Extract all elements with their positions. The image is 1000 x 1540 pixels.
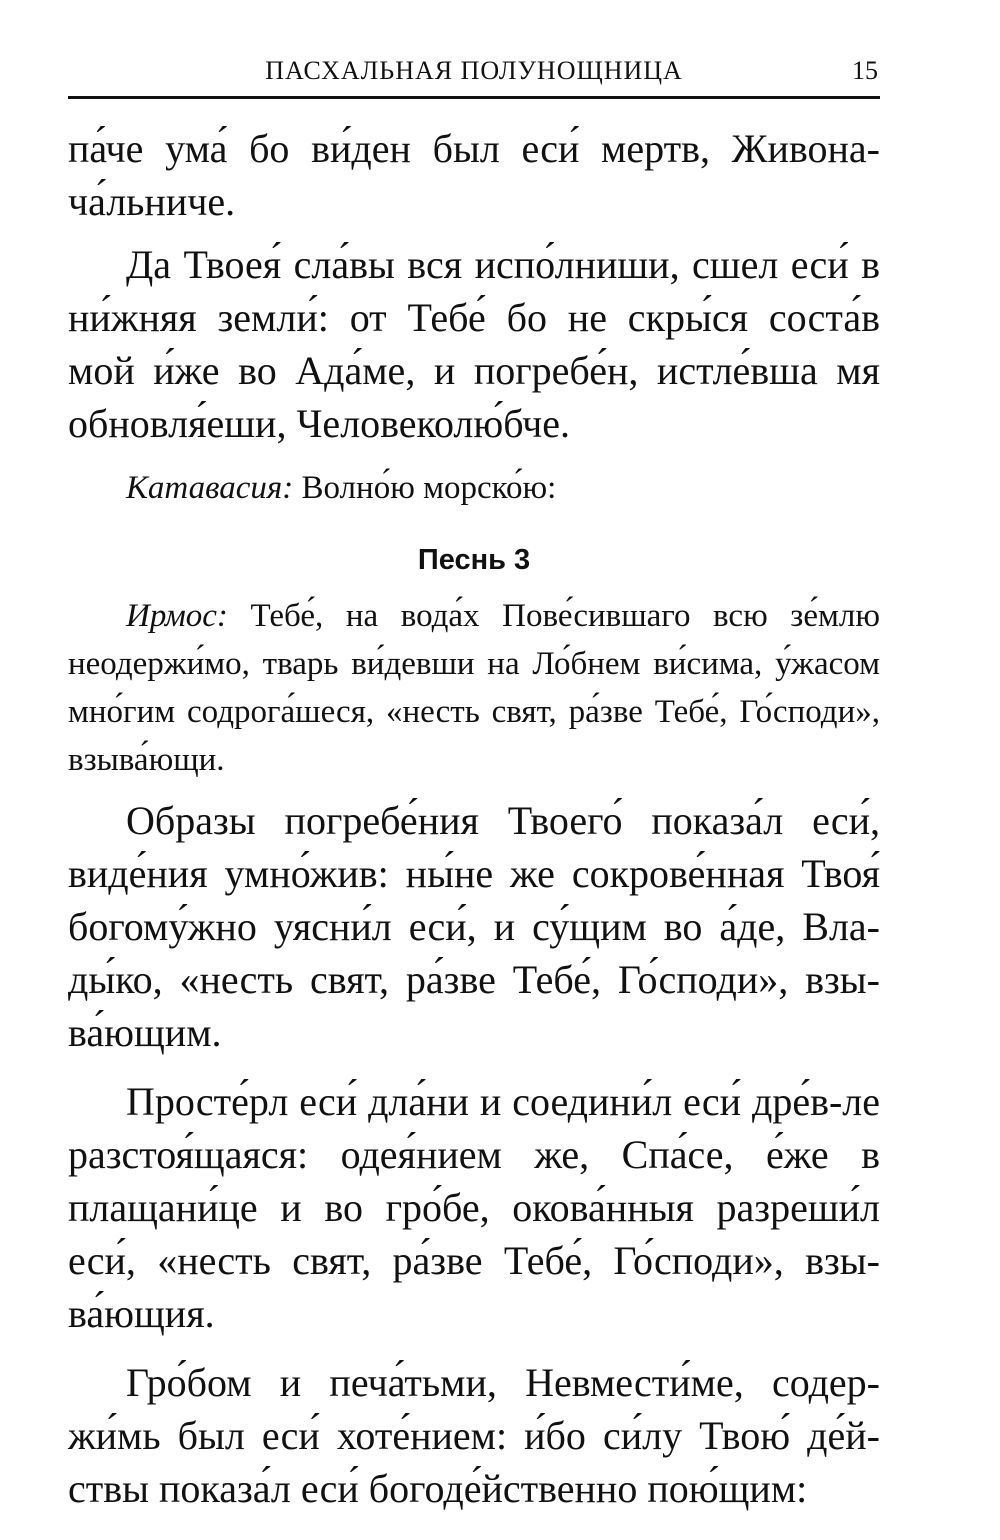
- irmos-paragraph: [68, 592, 880, 784]
- katavasia-text: Волно́ю морско́ю:: [301, 470, 557, 506]
- katavasia-rubric: Катавасия:: [126, 470, 294, 506]
- paragraph-troparion: Просте́рл еси́ дла́ни и соедини́л еси́ дре́в-ле разстоя́щаяся: одея́нием же, Спа́се, е́же в плащани́це и во гро́бе, окова́нныя разреши́л еси́, «несть свят, ра́зве Тебе́, Го́споди», взы-ва́ющия.: [68, 1079, 880, 1336]
- body-text: [68, 122, 880, 1531]
- paragraph-troparion: Да Твоея́ сла́вы вся испо́лниши, сшел еси́ в ни́жняя земли́: от Тебе́ бо не скры́ся соста́в мой и́же во Ада́ме, и погребе́н, истле́вша мя обновля́еши, Человеколю́бче.: [68, 242, 880, 446]
- katavasia-line: [68, 466, 880, 510]
- ode-heading: Песнь 3: [417, 544, 531, 576]
- paragraph-troparion: Гро́бом и печа́тьми, Невмести́ме, содер-жи́мь был еси́ хоте́нием: и́бо си́лу Твою́ де́й-ствы показа́л еси́ богоде́йственно пою́щим:: [68, 1360, 880, 1511]
- running-header: [68, 52, 880, 99]
- paragraph-continued: па́че ума́ бо ви́ден был еси́ мертв, Живона-ча́льниче.: [68, 126, 880, 224]
- irmos-text: Тебе́, на вода́х Пове́сившаго всю зе́млю неодержи́мо, тварь ви́девши на Ло́бнем ви́сима, у́жасом мно́гим содрога́шеся, «несть свят, ра́зве Тебе́, Го́споди», взыва́ющи.: [68, 598, 880, 778]
- running-title: ПАСХАЛЬНАЯ ПОЛУНОЩНИЦА: [265, 56, 683, 85]
- paragraph-troparion: Образы погребе́ния Твоего́ показа́л еси́, виде́ния умно́жив: ны́не же сокрове́нная Твоя́ богому́жно уясни́л еси́, и су́щим во а́де, Вла-ды́ко, «несть свят, ра́зве Тебе́, Го́споди», взы-ва́ющим.: [68, 798, 880, 1055]
- irmos-rubric: Ирмос:: [126, 598, 228, 634]
- page-number: 15: [852, 56, 878, 85]
